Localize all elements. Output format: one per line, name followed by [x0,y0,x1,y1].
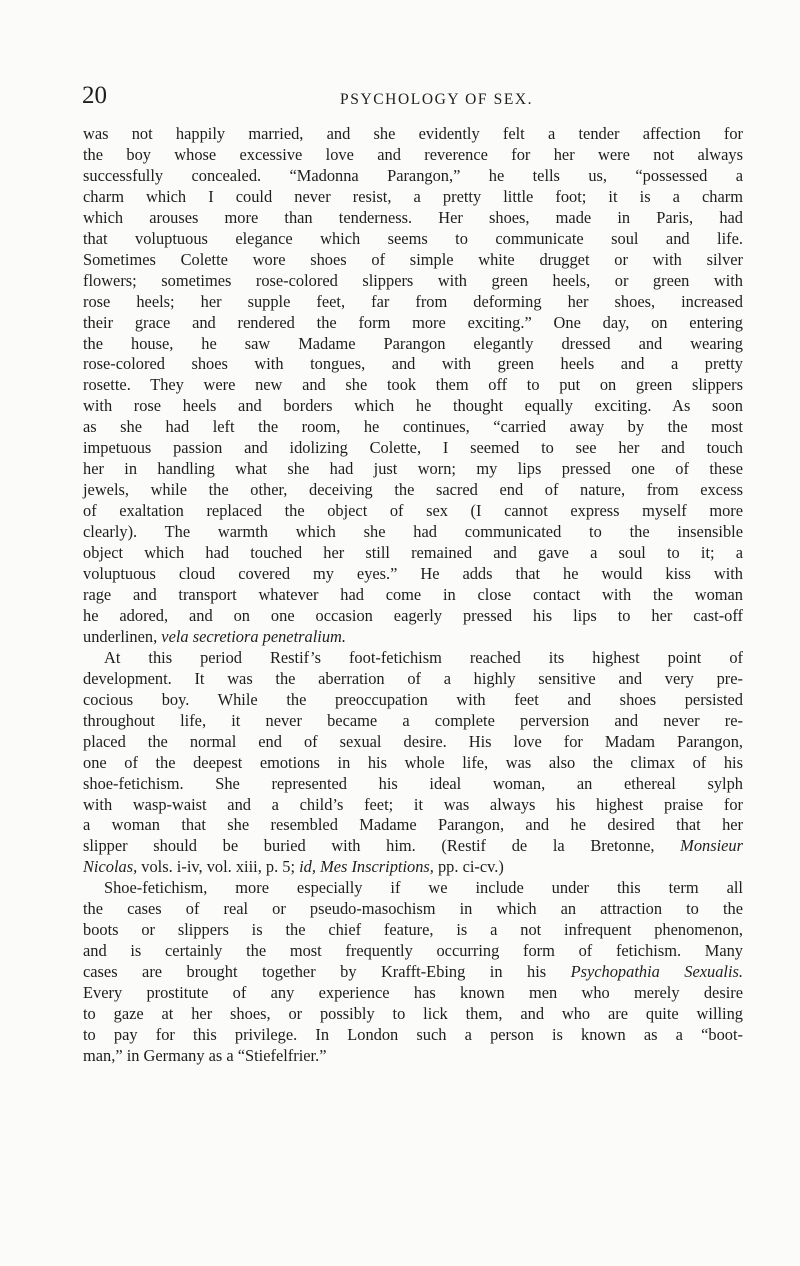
italic-title: Nicolas, [83,857,138,877]
text-run: pp. ci-cv.) [433,857,504,877]
text-line: rosette. They were new and she took them off to put on green slippers [83,375,743,395]
text-line: as she had left the room, he continues, “carried away by the most [83,417,743,437]
paragraph-3 [83,878,743,1067]
text-line: rose heels; her supple feet, far from deforming her shoes, increased [83,291,743,311]
text-line: jewels, while the other, deceiving the sacred end of nature, from excess [83,480,743,500]
text-line: the cases of real or pseudo-masochism in which an attraction to the [83,899,743,919]
text-line: with rose heels and borders which he thought equally exciting. As soon [83,396,743,416]
text-line: flowers; sometimes rose-colored slippers with green heels, or green with [83,270,743,290]
text-line: man,” in Germany as a “Stiefelfrier.” [83,1045,327,1065]
text-line: rage and transport whatever had come in close contact with the woman [83,584,743,604]
text-line: their grace and rendered the form more exciting.” One day, on entering [83,312,743,332]
text-line: development. It was the aberration of a highly sensitive and very pre- [83,668,743,688]
text-line: and is certainly the most frequently occurring form of fetichism. Many [83,941,743,961]
text-line: throughout life, it never became a complete perversion and never re- [83,710,743,730]
text-line: boots or slippers is the chief feature, is a not infrequent phenomenon, [83,920,743,940]
text-run: cases are brought together by Krafft-Ebing in his [83,962,571,982]
text-line: object which had touched her still remained and gave a soul to it; a [83,543,743,563]
text-line: charm which I could never resist, a pretty little foot; it is a charm [83,186,743,206]
text-line: was not happily married, and she evidently felt a tender affection for [83,124,743,143]
text-line: impetuous passion and idolizing Colette, I seemed to see her and touch [83,438,743,458]
text-line [83,627,743,648]
text-line: the boy whose excessive love and reverence for her were not always [83,144,743,164]
text-line: clearly). The warmth which she had communicated to the insensible [83,522,743,542]
text-line: that voluptuous elegance which seems to communicate soul and life. [83,228,743,248]
text-run: slipper should be buried with him. (Restif de la Bretonne, [83,836,681,856]
text-line: Sometimes Colette wore shoes of simple white drugget or with silver [83,249,743,269]
text-run: vols. i-iv, vol. xiii, p. 5; [137,857,300,877]
text-line: shoe-fetichism. She represented his ideal woman, an ethereal sylph [83,773,743,793]
italic-title: Monsieur [680,836,743,856]
running-head: PSYCHOLOGY OF SEX. [340,91,534,108]
body-text [83,124,743,1067]
text-line: placed the normal end of sexual desire. His love for Madam Parangon, [83,731,743,751]
text-line: rose-colored shoes with tongues, and with green heels and a pretty [83,354,743,374]
text-line: the house, he saw Madame Parangon elegantly dressed and wearing [83,333,743,353]
text-line: he adored, and on one occasion eagerly pressed his lips to her cast-off [83,605,743,625]
italic-title: id, Mes Inscriptions, [299,857,434,877]
italic-latin-phrase: vela secretiora penetralium. [161,626,346,646]
text-line: a woman that she resembled Madame Parangon, and he desired that her [83,815,743,835]
text-line [83,836,743,857]
italic-title: Psychopathia Sexualis. [570,962,743,982]
text-line: which arouses more than tenderness. Her shoes, made in Paris, had [83,207,743,227]
text-line: of exaltation replaced the object of sex (I cannot express myself more [83,501,743,521]
text-line: Every prostitute of any experience has known men who merely desire [83,983,743,1003]
text-line: voluptuous cloud covered my eyes.” He adds that he would kiss with [83,564,743,584]
text-line: to gaze at her shoes, or possibly to lick them, and who are quite willing [83,1004,743,1024]
text-line: to pay for this privilege. In London such a person is known as a “boot- [83,1024,743,1044]
text-line: one of the deepest emotions in his whole life, was also the climax of his [83,752,743,772]
text-line: At this period Restif’s foot-fetichism reached its highest point of [104,647,743,667]
paragraph-2 [83,648,743,878]
text-line: successfully concealed. “Madonna Parangon,” he tells us, “possessed a [83,165,743,185]
text-line: cocious boy. While the preoccupation with feet and shoes persisted [83,689,743,709]
text-line: Shoe-fetichism, more especially if we include under this term all [104,878,743,898]
text-run: underlinen, [83,626,162,646]
page-number: 20 [82,82,107,109]
text-line [83,962,743,983]
text-line [83,857,743,878]
text-line: with wasp-waist and a child’s feet; it was always his highest praise for [83,794,743,814]
text-line: her in handling what she had just worn; my lips pressed one of these [83,459,743,479]
paragraph-1 [83,124,743,648]
